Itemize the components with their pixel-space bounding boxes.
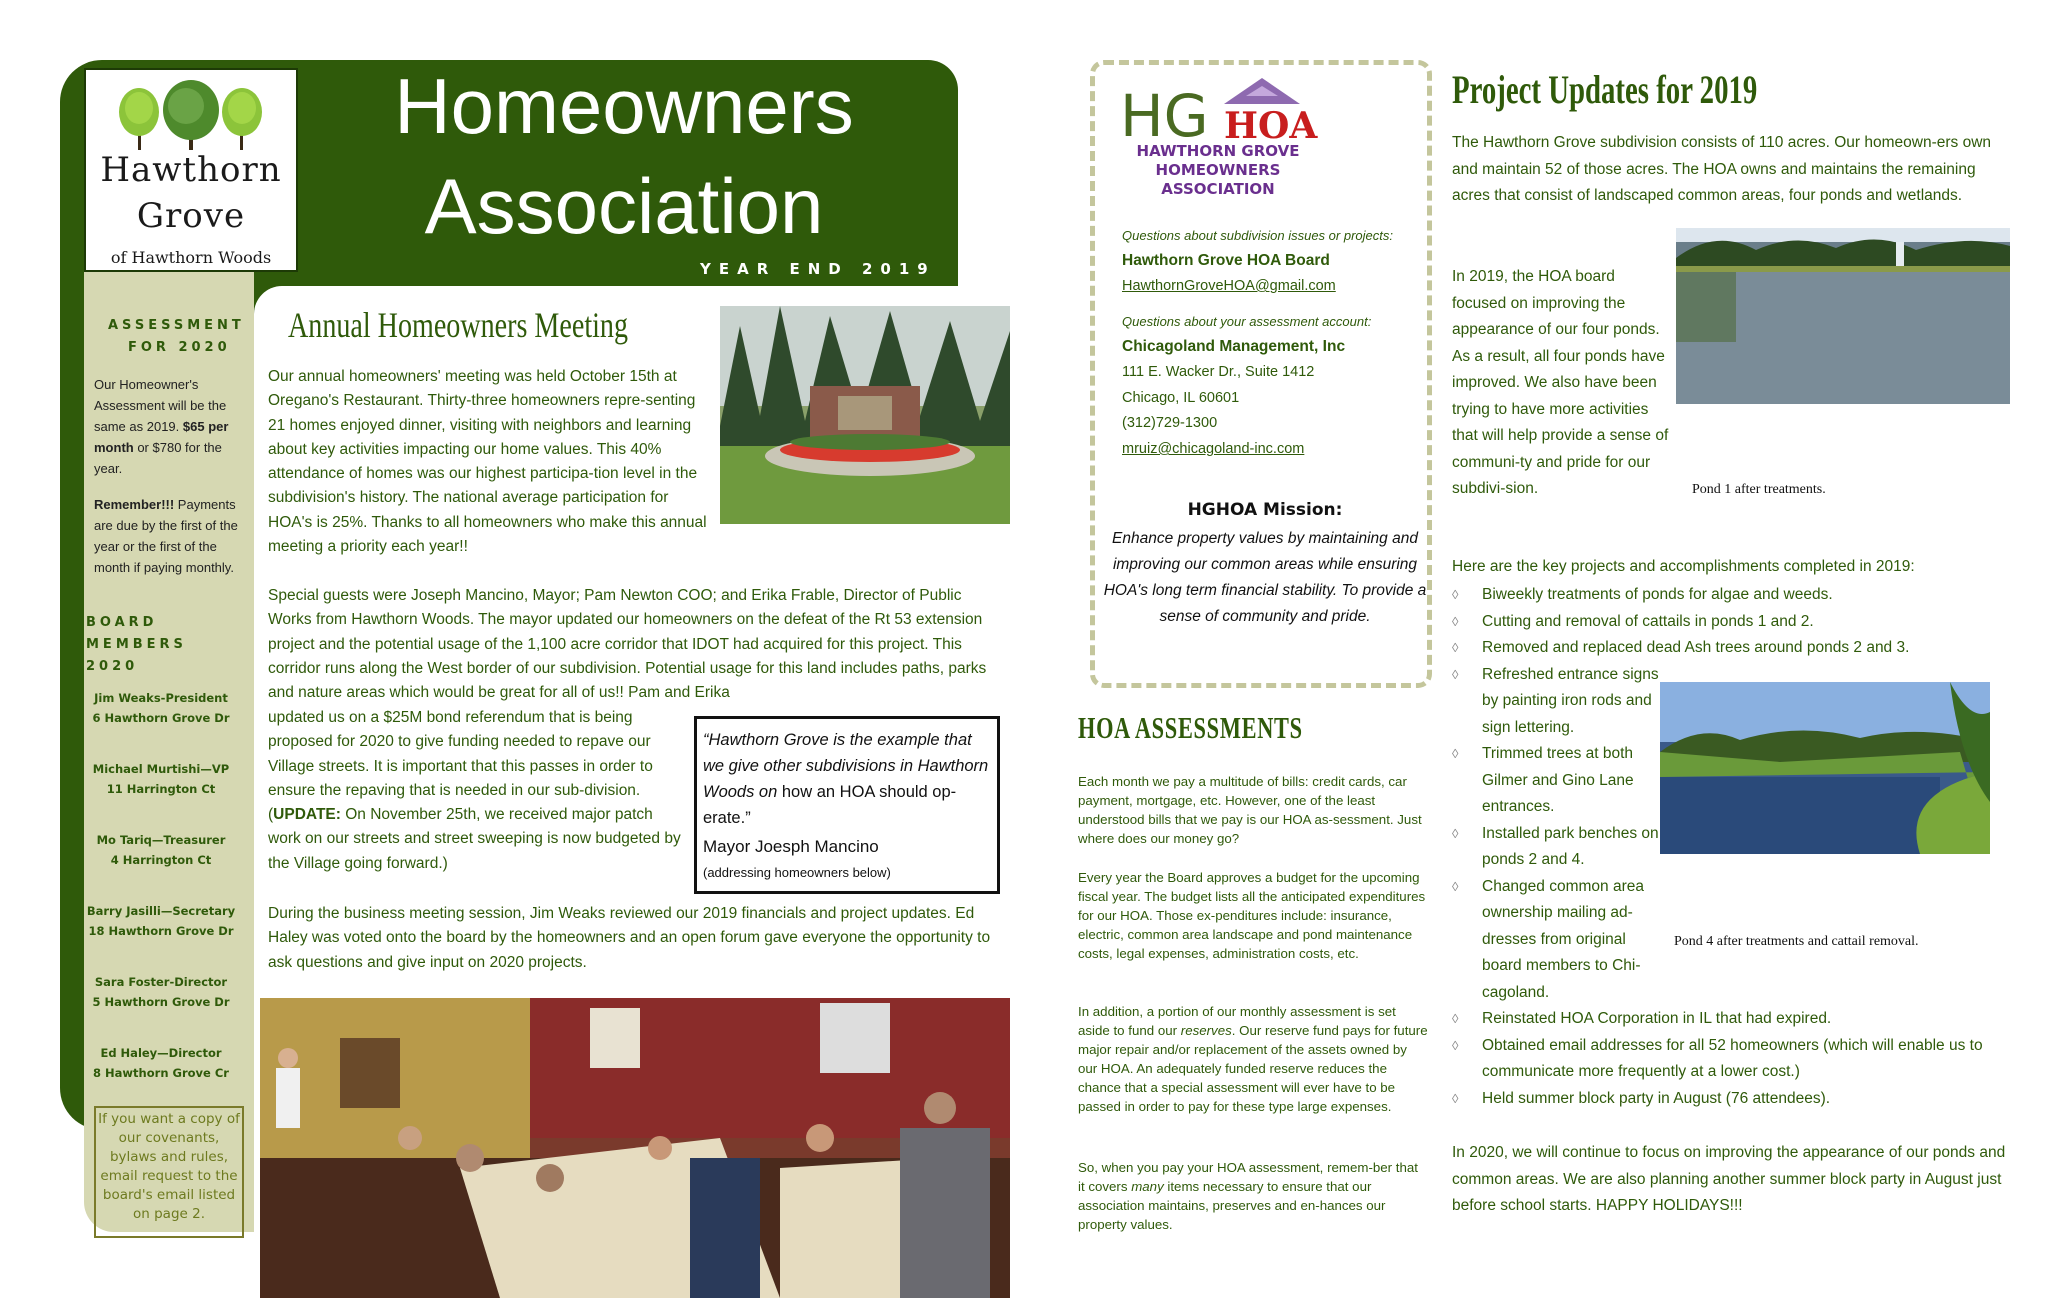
meeting-photo bbox=[260, 998, 1010, 1298]
board-heading: BOARD MEMBERS 2020 bbox=[86, 615, 187, 674]
mission-title: HGHOA Mission: bbox=[1187, 500, 1343, 520]
quote-attribution: Mayor Joesph Mancino bbox=[703, 837, 879, 856]
assessments-paragraph-2: Every year the Board approves a budget for the upcoming fiscal year. The budget lists all the anticipated expenditures for our HOA. Those ex-penditures include: insurance, electric, common area landscape and pond maintenance costs, legal expenses, administration costs, etc. bbox=[1078, 870, 1426, 961]
board-member: Ed Haley—Director 8 Hawthorn Grove Cr bbox=[93, 1046, 229, 1080]
annual-meeting-paragraph-4: During the business meeting session, Jim Weaks reviewed our 2019 financials and project updates. Ed Haley was voted onto the board by the homeowners and an open forum gave everyone the opportunity to ask questions and give input on 2020 projects. bbox=[268, 905, 991, 971]
quote-note: (addressing homeowners below) bbox=[703, 865, 891, 880]
list-item: ◊ Obtained email addresses for all 52 homeowners (which will enable us to communicate more frequently at a lower cost.) bbox=[1452, 1036, 1983, 1080]
question-assessment: Questions about your assessment account: bbox=[1122, 314, 1372, 329]
assessments-paragraph-3: In addition, a portion of our monthly assessment is set aside to fund our reserves. Our reserve fund pays for future major repair and/or replacement of the assets owned by our HOA. An adequately funded reserve reduces the chance that a special assessment will ever have to be passed in order to pay for these type large expenses. bbox=[1078, 1004, 1428, 1114]
list-item: ◊ Cutting and removal of cattails in ponds 1 and 2. bbox=[1452, 612, 1814, 630]
list-item: ◊ Reinstated HOA Corporation in IL that had expired. bbox=[1452, 1010, 1832, 1027]
management-address-1: 111 E. Wacker Dr., Suite 1412 bbox=[1122, 364, 1315, 380]
board-member: Jim Weaks-President 6 Hawthorn Grove Dr bbox=[92, 691, 230, 725]
svg-text:HOA: HOA bbox=[1224, 105, 1318, 144]
mission-text: Enhance property values by maintaining and improving our common areas while ensuring HOA's long term financial stability. To provide a sense of community and pride. bbox=[1103, 530, 1427, 625]
pond-1-photo bbox=[1676, 228, 2010, 404]
management-name: Chicagoland Management, Inc bbox=[1122, 338, 1346, 355]
project-updates-title: Project Updates for 2019 bbox=[1452, 67, 1758, 112]
list-item: ◊ Trimmed trees at both Gilmer and Gino Lane entrances. bbox=[1452, 745, 1634, 815]
page-title-line-1: Homeowners bbox=[394, 62, 854, 150]
issue-label: YEAR END 2019 bbox=[700, 260, 936, 278]
list-item: ◊ Refreshed entrance signs by painting iron rods and sign lettering. bbox=[1452, 665, 1659, 736]
management-email-link[interactable]: mruiz@chicagoland-inc.com bbox=[1122, 441, 1305, 457]
svg-text:HG: HG bbox=[1120, 82, 1209, 144]
annual-meeting-title: Annual Homeowners Meeting bbox=[288, 305, 629, 345]
management-phone: (312)729-1300 bbox=[1122, 415, 1218, 431]
board-member: Barry Jasilli—Secretary 18 Hawthorn Grove Dr bbox=[86, 904, 236, 938]
list-item: ◊ Changed common area ownership mailing ad-dresses from original board members to Chi-cagoland. bbox=[1452, 877, 1644, 1001]
projects-paragraph-2: In 2019, the HOA board focused on improving the appearance of our four ponds. As a result, all four ponds have improved. We also have been trying to have more activities that will help provide a sense of communi-ty and pride for our subdivi-sion. bbox=[1452, 268, 1669, 497]
org-name-line-3: ASSOCIATION bbox=[1161, 180, 1275, 198]
assessments-paragraph-1: Each month we pay a multitude of bills: credit cards, car payment, mortgage, etc. However, one of the least understood bills that we pay is our HOA as-sessment. Just where does our money go? bbox=[1078, 774, 1422, 846]
entrance-sign-photo bbox=[720, 306, 1010, 524]
projects-intro: The Hawthorn Grove subdivision consists of 110 acres. Our homeown-ers own and maintain 52 of those acres. The HOA owns and maintains the remaining acres that consist of landscaped common areas, four ponds and wetlands. bbox=[1452, 134, 1992, 204]
logo-line-3: of Hawthorn Woods bbox=[110, 248, 272, 267]
logo-line-2: Grove bbox=[136, 196, 246, 236]
board-contact-name: Hawthorn Grove HOA Board bbox=[1122, 252, 1330, 269]
question-subdivision: Questions about subdivision issues or projects: bbox=[1122, 228, 1393, 243]
board-member: Mo Tariq—Treasurer 4 Harrington Ct bbox=[96, 833, 226, 867]
board-member: Sara Foster-Director 5 Hawthorn Grove Dr bbox=[92, 975, 230, 1009]
assessment-heading-year: FOR 2020 bbox=[128, 340, 231, 355]
covenant-note: If you want a copy of our covenants, bylaws and rules, email request to the board's email listed on page 2. bbox=[94, 1106, 244, 1238]
quote-text: “Hawthorn Grove is the example that we give other subdivisions in Hawthorn Woods on how an HOA should op-erate.” bbox=[703, 731, 989, 827]
hghoa-logo bbox=[1120, 74, 1334, 144]
pond-4-photo bbox=[1660, 682, 1990, 854]
hawthorn-grove-logo bbox=[84, 68, 298, 272]
projects-closing: In 2020, we will continue to focus on improving the appearance of our ponds and common areas. We are also planning another summer block party in August just before school starts. HAPPY HOLIDAYS!!! bbox=[1452, 1144, 2006, 1214]
logo-line-1: Hawthorn bbox=[100, 150, 282, 190]
list-item: ◊ Installed park benches on ponds 2 and 4. bbox=[1452, 824, 1659, 868]
board-member: Michael Murtishi—VP 11 Harrington Ct bbox=[92, 762, 230, 796]
assessment-text: Our Homeowner's Assessment will be the same as 2019. $65 per month or $780 for the year. bbox=[94, 377, 229, 476]
payment-reminder: Remember!!! Payments are due by the first of the year or the first of the month if paying monthly. bbox=[94, 497, 238, 575]
org-name-line-2: HOMEOWNERS bbox=[1155, 161, 1281, 179]
list-item: ◊ Removed and replaced dead Ash trees around ponds 2 and 3. bbox=[1452, 639, 1910, 656]
management-address-2: Chicago, IL 60601 bbox=[1122, 390, 1240, 406]
mayor-quote bbox=[694, 716, 1000, 894]
annual-meeting-paragraph-2: Special guests were Joseph Mancino, Mayor; Pam Newton COO; and Erika Frable, Director of Public Works from Hawthorn Woods. The mayor updated our homeowners on the defeat of the Rt 53 extension project and the potential usage of the 1,100 acre corridor that IDOT had acquired for this project. This corridor runs along the West border of our subdivision. Potential usage for this land includes paths, parks and nature areas which would be great for all of us!! Pam and Erika bbox=[268, 587, 987, 702]
pond-1-caption: Pond 1 after treatments. bbox=[1692, 482, 1826, 497]
annual-meeting-paragraph-3: updated us on a $25M bond referendum that is being proposed for 2020 to give funding needed to repave our Village streets. It is important that this passes in order to ensure the repaving that is needed in our sub-division. (UPDATE: On November 25th, we received major patch work on our streets and street sweeping is now budgeted by the Village going forward.) bbox=[268, 709, 681, 872]
list-item: ◊ Held summer block party in August (76 attendees). bbox=[1452, 1089, 1831, 1107]
hoa-assessments-title: HOA ASSESSMENTS bbox=[1078, 710, 1303, 745]
trees-icon bbox=[116, 80, 266, 152]
assessments-paragraph-4: So, when you pay your HOA assessment, remem-ber that it covers many items necessary to ensure that our association maintains, preserves and en-hances our property values. bbox=[1078, 1160, 1418, 1232]
annual-meeting-paragraph-1: Our annual homeowners' meeting was held October 15th at Oregano's Restaurant. Thirty-three homeowners repre-senting 21 homes enjoyed dinner, visiting with neighbors and learning about key activities impacting our home values. This 40% attendance of homes was our highest participa-tion level in the subdivision's history. The national average participation for HOA's is 25%. Thanks to all homeowners who make this annual meeting a priority each year!! bbox=[268, 368, 707, 556]
projects-list-intro: Here are the key projects and accomplishments completed in 2019: bbox=[1452, 558, 1915, 575]
page-title-line-2: Association bbox=[424, 162, 824, 250]
org-name-line-1: HAWTHORN GROVE bbox=[1136, 142, 1300, 160]
list-item: ◊ Biweekly treatments of ponds for algae and weeds. bbox=[1452, 586, 1833, 603]
pond-4-caption: Pond 4 after treatments and cattail removal. bbox=[1674, 934, 1919, 949]
board-email-link[interactable]: HawthornGroveHOA@gmail.com bbox=[1122, 278, 1336, 294]
assessment-heading: ASSESSMENT bbox=[108, 318, 245, 333]
